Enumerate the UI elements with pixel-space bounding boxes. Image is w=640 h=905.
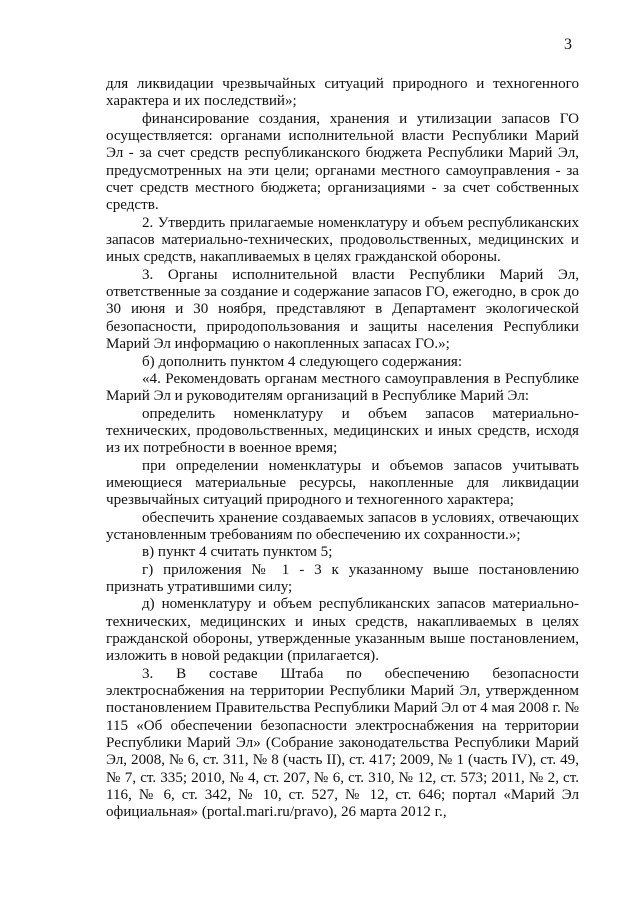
- paragraph-determine-nomenclature: определить номенклатуру и объем запасов материально-технических, продовольственных, медицинских и иных средств, исходя из их потребности в военное время;: [106, 405, 579, 457]
- paragraph-subitem-g: г) приложения № 1 - 3 к указанному выше постановлению признать утратившими силу;: [106, 561, 579, 595]
- paragraph-item-3-agencies: 3. Органы исполнительной власти Республики Марий Эл, ответственные за создание и содержание запасов ГО, ежегодно, в срок до 30 июня и 30 ноября, представляют в Департамент экологической безопасности, природопользования и защиты населения Республики Марий Эл информацию о накопленных запасах ГО.»;: [106, 266, 579, 353]
- paragraph-continuation: для ликвидации чрезвычайных ситуаций природного и техногенного характера и их последствий»;: [106, 76, 579, 110]
- paragraph-financing: финансирование создания, хранения и утилизации запасов ГО осуществляется: органами исполнительной власти Республики Марий Эл - за счет средств республиканского бюджета Республики Марий Эл, предусмотренных на эти цели; органами местного самоуправления - за счет средств местного бюджета; организациями - за счет собственных средств.: [106, 110, 579, 214]
- paragraph-subitem-v: в) пункт 4 считать пунктом 5;: [142, 544, 333, 561]
- paragraph-account-resources: при определении номенклатуры и объемов запасов учитывать имеющиеся материальные ресурсы, накопленные для ликвидации чрезвычайных ситуаций природного и техногенного характера;: [106, 457, 579, 509]
- paragraph-subitem-b: б) дополнить пунктом 4 следующего содержания:: [142, 353, 463, 370]
- paragraph-item-2: 2. Утвердить прилагаемые номенклатуру и объем республиканских запасов материально-технических, продовольственных, медицинских и иных средств, накапливаемых в целях гражданской обороны.: [106, 214, 579, 266]
- paragraph-item-4-recommend: «4. Рекомендовать органам местного самоуправления в Республике Марий Эл и руководителям организаций в Республике Марий Эл:: [106, 370, 579, 405]
- paragraph-item-3-headquarters: 3. В составе Штаба по обеспечению безопасности электроснабжения на территории Республики Марий Эл, утвержденном постановлением Правительства Республики Марий Эл от 4 мая 2008 г. № 115 «Об обеспечении безопасности электроснабжения на территории Республики Марий Эл» (Собрание законодательства Республики Марий Эл, 2008, № 6, ст. 311, № 8 (часть II), ст. 417; 2009, № 1 (часть IV), ст. 49, № 7, ст. 335; 2010, № 4, ст. 207, № 6, ст. 310, № 12, ст. 573; 2011, № 2, ст. 116, № 6, ст. 342, № 10, ст. 527, № 12, ст. 646; портал «Марий Эл официальная» (portal.mari.ru/pravo), 26 марта 2012 г.,: [106, 665, 579, 821]
- paragraph-subitem-d: д) номенклатуру и объем республиканских запасов материально-технических, медицинских и иных средств, накапливаемых в целях гражданской обороны, утвержденные указанным выше постановлением, изложить в новой редакции (прилагается).: [106, 596, 579, 665]
- page-number: 3: [564, 36, 572, 53]
- paragraph-ensure-storage: обеспечить хранение создаваемых запасов в условиях, отвечающих установленным требованиям по обеспечению их сохранности.»;: [106, 509, 579, 543]
- document-body: [106, 76, 579, 822]
